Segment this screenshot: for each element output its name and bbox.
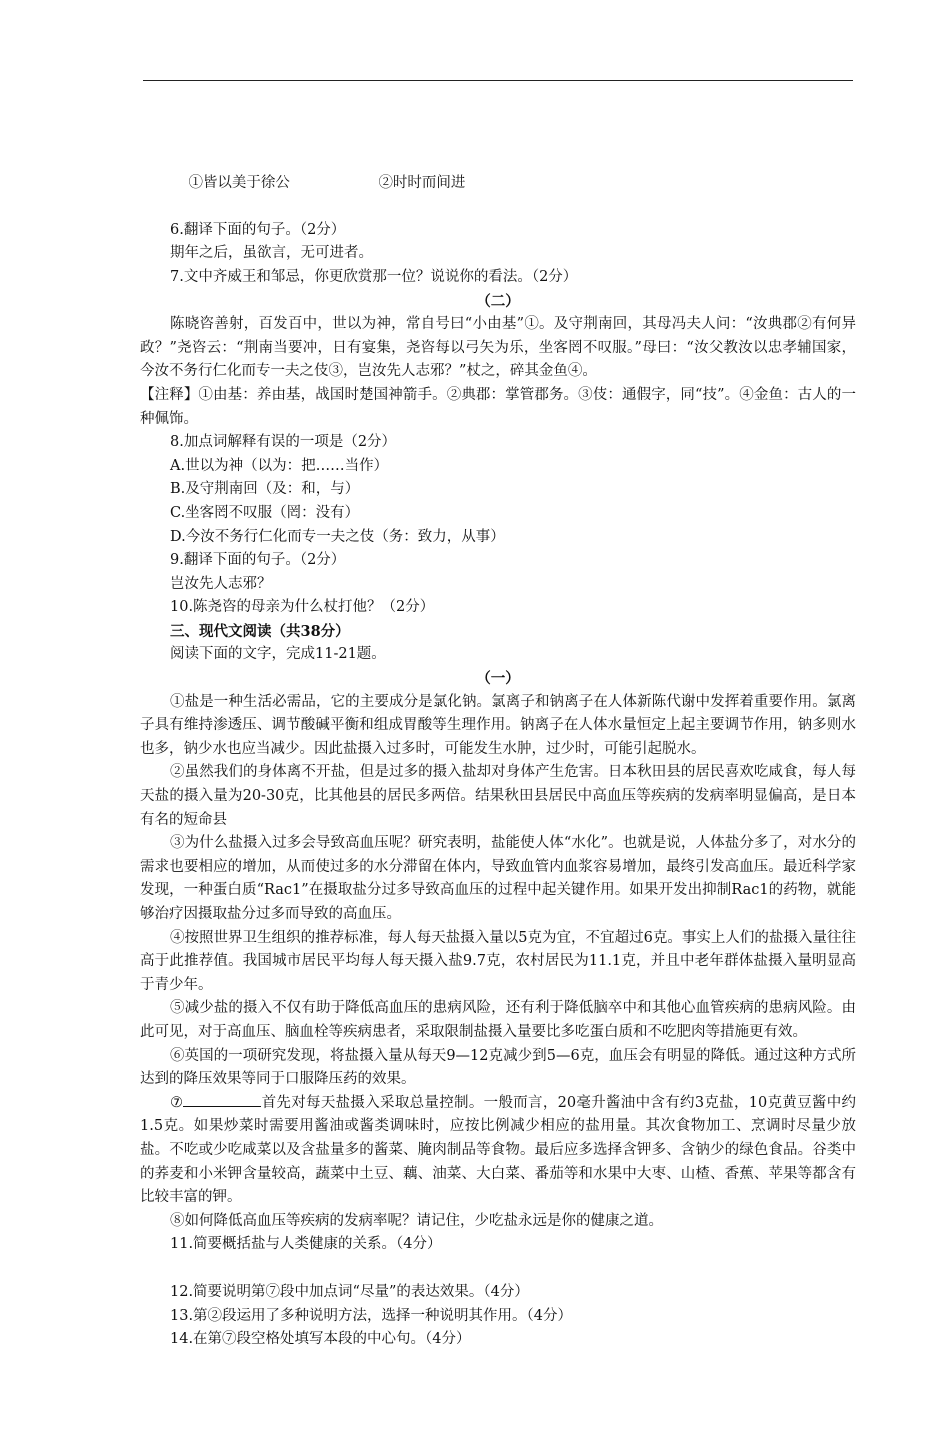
question-9: 9.翻译下面的句子。（2分） xyxy=(170,552,346,569)
q5-items xyxy=(140,148,856,219)
paragraph-3: ③为什么盐摄入过多会导致高血压呢？研究表明，盐能使人体“水化”。也就是说，人体盐分多了，对水分的需求也要相应的增加，从而使过多的水分滞留在体内，导致血管内血浆容易增加，最终引发高血压。最近科学家发现，一种蛋白质“Rac1”在摄取盐分过多导致高血压的过程中起关键作用。如果开发出抑制Rac1的药物，就能够治疗因摄取盐分过多而导致的高血压。 xyxy=(140,835,856,922)
question-6: 6.翻译下面的句子。（2分） xyxy=(170,221,346,238)
question-6-sentence: 期年之后，虽欲言，无可进者。 xyxy=(170,245,373,262)
paragraph-1: ①盐是一种生活必需品，它的主要成分是氯化钠。氯离子和钠离子在人体新陈代谢中发挥着重要作用。氯离子具有维持渗透压、调节酸碱平衡和组成胃酸等生理作用。钠离子在人体水量恒定上起主要调节作用，钠多则水也多，钠少水也应当减少。因此盐摄入过多时，可能发生水肿，过少时，可能引起脱水。 xyxy=(140,693,856,757)
question-13: 13.第②段运用了多种说明方法，选择一种说明其作用。（4分） xyxy=(170,1307,573,1324)
section-2-heading: （二） xyxy=(476,292,520,310)
q5-item-1: ①皆以美于徐公 xyxy=(188,174,290,191)
question-14: 14.在第⑦段空格处填写本段的中心句。（4分） xyxy=(170,1331,471,1348)
question-10: 10.陈尧咨的母亲为什么杖打他？（2分） xyxy=(170,599,435,616)
question-8-option-d: D.今汝不务行仁化而专一夫之伎（务：致力，从事） xyxy=(170,528,505,545)
paragraph-6: ⑥英国的一项研究发现，将盐摄入量从每天9—12克减少到5—6克，血压会有明显的降低。通过这种方式所达到的降压效果等同于口服降压药的效果。 xyxy=(140,1047,856,1088)
annotation-note: 【注释】①由基：养由基，战国时楚国神箭手。②典郡：掌管郡务。③伎：通假字，同“技”。④金鱼：古人的一种佩饰。 xyxy=(140,386,856,427)
question-12: 12.简要说明第⑦段中加点词“尽量”的表达效果。（4分） xyxy=(170,1283,529,1300)
header-rule xyxy=(143,80,853,81)
paragraph-7-text: 首先对每天盐摄入采取总量控制。一般而言，20毫升酱油中含有约3克盐，10克黄豆酱中约1.5克。如果炒菜时需要用酱油或酱类调味时，应按比例减少相应的盐用量。其次食物加工、烹调时尽量少放盐。不吃或少吃咸菜以及含盐量多的酱菜、腌肉制品等食物。最后应多选择含钾多、含钠少的绿色食品。谷类中的荞麦和小米钾含量较高，蔬菜中土豆、藕、油菜、大白菜、番茄等和水果中大枣、山楂、香蕉、苹果等都含有比较丰富的钾。 xyxy=(140,1094,857,1206)
question-8-option-c: C.坐客罔不叹服（罔：没有） xyxy=(170,504,360,521)
exam-page xyxy=(140,148,856,1352)
paragraph-8: ⑧如何降低高血压等疾病的发病率呢？请记住，少吃盐永远是你的健康之道。 xyxy=(170,1212,663,1229)
q5-item-2: ②时时而间进 xyxy=(378,174,466,191)
paragraph-5: ⑤减少盐的摄入不仅有助于降低高血压的患病风险，还有利于降低脑卒中和其他心血管疾病的患病风险。由此可见，对于高血压、脑血栓等疾病患者，采取限制盐摄入量要比多吃蛋白质和不吃肥肉等措施更有效。 xyxy=(140,1000,856,1040)
paragraph-2: ②虽然我们的身体离不开盐，但是过多的摄入盐却对身体产生危害。日本秋田县的居民喜欢吃咸食，每人每天盐的摄入量为20-30克，比其他县的居民多两倍。结果秋田县居民中高血压等疾病的发病率明显偏高，是日本有名的短命县 xyxy=(140,764,856,828)
fill-in-blank[interactable] xyxy=(183,1092,261,1107)
question-8-option-b: B.及守荆南回（及：和，与） xyxy=(170,481,360,498)
question-11: 11.简要概括盐与人类健康的关系。（4分） xyxy=(170,1236,442,1253)
paragraph-7 xyxy=(140,1092,856,1210)
section-1-heading: （一） xyxy=(476,670,520,688)
part-3-heading: 三、现代文阅读（共38分） xyxy=(170,622,350,640)
question-7: 7.文中齐威王和邹忌，你更欣赏那一位？说说你的看法。（2分） xyxy=(170,268,578,285)
reading-instruction: 阅读下面的文字，完成11-21题。 xyxy=(170,646,386,663)
question-9-sentence: 岂汝先人志邪？ xyxy=(170,575,272,592)
answer-space xyxy=(140,1257,856,1281)
question-8: 8.加点词解释有误的一项是（2分） xyxy=(170,434,397,451)
classical-passage: 陈晓咨善射，百发百中，世以为神，常自号曰“小由基”①。及守荆南回，其母冯夫人问：“汝典郡②有何异政？”尧咨云：“荆南当要冲，日有宴集，尧咨每以弓矢为乐，坐客罔不叹服。”母曰：“汝父教汝以忠孝辅国家，今汝不务行仁化而专一夫之伎③，岂汝先人志邪？”杖之，碎其金鱼④。 xyxy=(140,316,856,380)
question-8-option-a: A.世以为神（以为：把……当作） xyxy=(170,457,389,474)
paragraph-4: ④按照世界卫生组织的推荐标准，每人每天盐摄入量以5克为宜，不宜超过6克。事实上人们的盐摄入量往往高于此推荐值。我国城市居民平均每人每天摄入盐9.7克，农村居民为11.1克，并且中老年群体盐摄入量明显高于青少年。 xyxy=(140,929,856,993)
paragraph-7-number: ⑦ xyxy=(170,1094,184,1111)
